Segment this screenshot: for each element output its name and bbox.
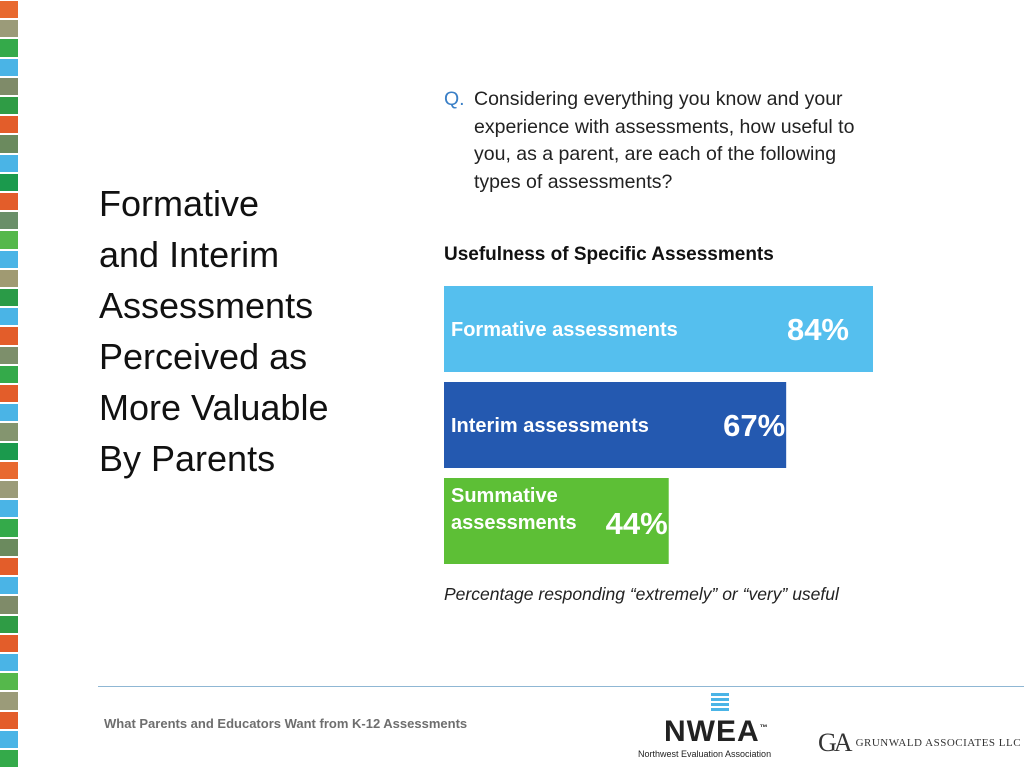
bar-category-label: Interim assessments	[451, 415, 649, 437]
nwea-logo-mark	[711, 693, 729, 713]
strip-square	[0, 539, 18, 556]
strip-square	[0, 78, 18, 95]
strip-square	[0, 750, 18, 767]
strip-square	[0, 596, 18, 613]
usefulness-bar-chart	[444, 286, 894, 570]
slide-title	[99, 178, 399, 484]
strip-square	[0, 443, 18, 460]
footer-divider	[98, 686, 1024, 687]
footer-text: What Parents and Educators Want from K-12 Assessments	[104, 716, 468, 731]
strip-square	[0, 731, 18, 748]
strip-square	[0, 673, 18, 690]
grunwald-associates-logo	[818, 728, 1021, 758]
title-line: and Interim	[99, 234, 280, 275]
chart-footnote: Percentage responding “extremely” or “very” useful	[444, 584, 839, 604]
strip-square	[0, 423, 18, 440]
strip-square	[0, 692, 18, 709]
bar-value-label: 84%	[786, 312, 849, 347]
strip-square	[0, 97, 18, 114]
strip-square	[0, 212, 18, 229]
strip-square	[0, 308, 18, 325]
bar-value-label: 67%	[723, 408, 786, 443]
question-text: Considering everything you know and your experience with assessments, how useful to you, as a parent, are each of the following types of assessments?	[474, 88, 855, 193]
nwea-logo-word: NWEA™	[664, 715, 769, 748]
strip-square	[0, 404, 18, 421]
strip-square	[0, 193, 18, 210]
strip-square	[0, 327, 18, 344]
nwea-logo	[636, 693, 786, 763]
strip-square	[0, 347, 18, 364]
strip-square	[0, 385, 18, 402]
strip-square	[0, 59, 18, 76]
strip-square	[0, 174, 18, 191]
strip-square	[0, 616, 18, 633]
strip-square	[0, 481, 18, 498]
strip-square	[0, 39, 18, 56]
strip-square	[0, 462, 18, 479]
strip-square	[0, 270, 18, 287]
title-line: Assessments	[99, 285, 314, 326]
strip-square	[0, 20, 18, 37]
title-line: Perceived as	[99, 336, 308, 377]
title-line: Formative	[99, 183, 260, 224]
ga-logo-name: GRUNWALD ASSOCIATES LLC	[855, 737, 1022, 749]
title-line: By Parents	[99, 438, 276, 479]
survey-question	[444, 86, 874, 196]
strip-square	[0, 1, 18, 18]
ga-logo-mark: GA	[818, 728, 850, 757]
question-prefix: Q.	[444, 88, 465, 110]
chart-heading: Usefulness of Specific Assessments	[444, 244, 774, 265]
strip-square	[0, 231, 18, 248]
strip-square	[0, 135, 18, 152]
nwea-logo-subtitle: Northwest Evaluation Association	[638, 749, 772, 759]
strip-square	[0, 712, 18, 729]
strip-square	[0, 289, 18, 306]
strip-square	[0, 251, 18, 268]
strip-square	[0, 654, 18, 671]
title-line: More Valuable	[99, 387, 329, 428]
bar-category-label: Formative assessments	[451, 319, 678, 341]
strip-square	[0, 366, 18, 383]
strip-square	[0, 558, 18, 575]
strip-square	[0, 635, 18, 652]
strip-square	[0, 155, 18, 172]
strip-square	[0, 500, 18, 517]
bar-value-label: 44%	[605, 506, 668, 541]
strip-square	[0, 577, 18, 594]
bar-category-label: Summative assessments	[451, 485, 577, 534]
strip-square	[0, 116, 18, 133]
decorative-color-strip	[0, 0, 18, 768]
strip-square	[0, 519, 18, 536]
